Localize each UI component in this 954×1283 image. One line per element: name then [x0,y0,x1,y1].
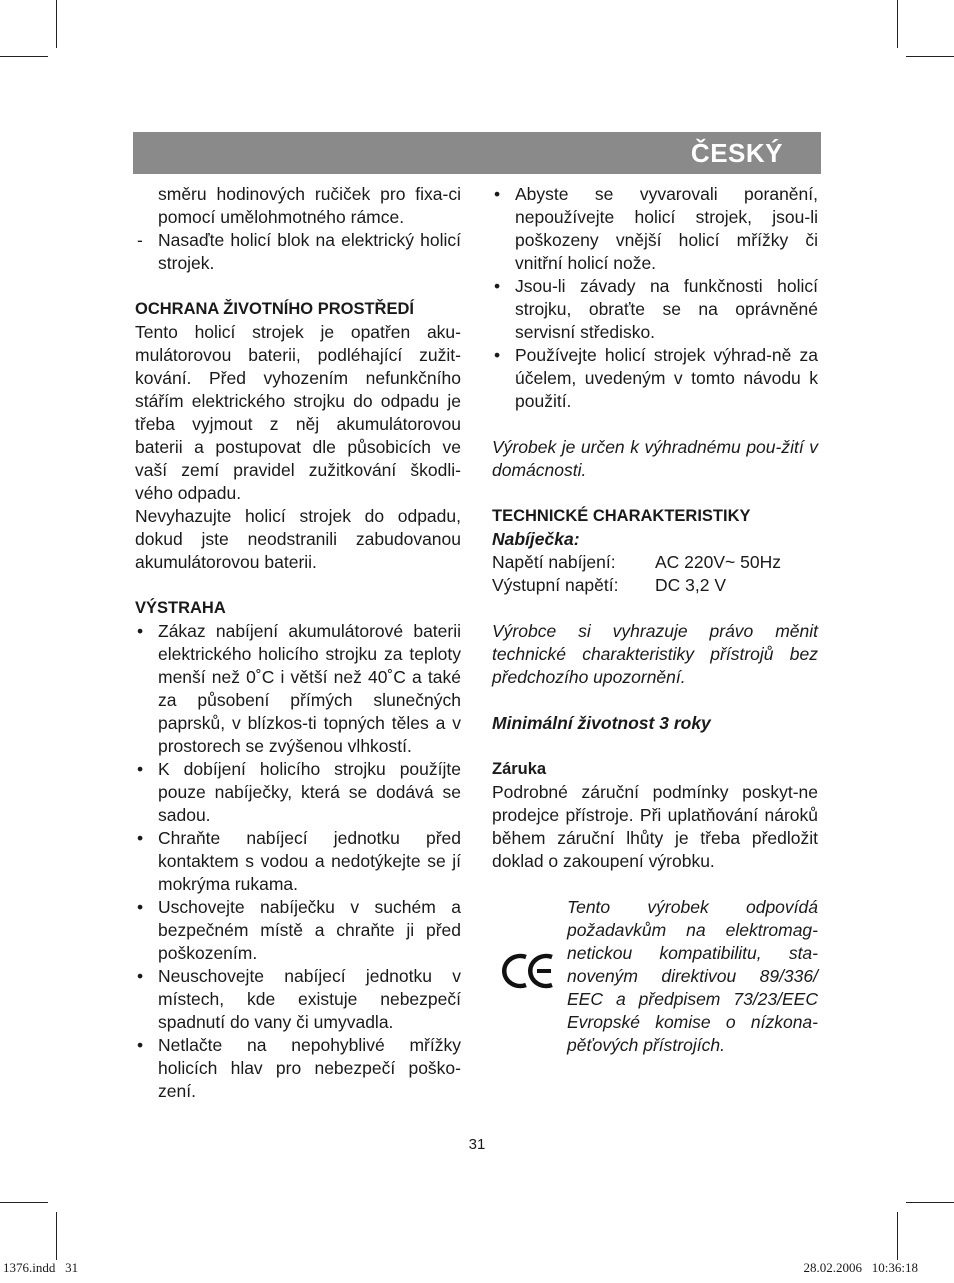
dash-item-text: Nasaďte holicí blok na elektrický holicí strojek. [158,230,461,273]
ce-section [492,896,818,1057]
warning-heading: VÝSTRAHA [135,599,226,617]
bullet-marker: • [137,828,144,848]
environment-heading: OCHRANA ŽIVOTNÍHO PROSTŘEDÍ [135,300,414,318]
environment-paragraph: Nevyhazujte holicí strojek do odpadu, dokud jste neodstranili zabudovanou akumulátorovou baterii. [135,506,461,572]
right-column [492,183,818,1057]
crop-mark [897,0,898,48]
crop-mark [56,1212,57,1260]
dash-item [135,229,461,275]
spec-row [492,574,818,597]
home-use-note: Výrobek je určen k výhradnému pou-žití v domácnosti. [492,437,818,480]
warning-item-text: K dobíjení holicího strojku použíjte pouze nabíječky, která se dodává se sadou. [158,759,461,825]
lifetime-note: Minimální životnost 3 roky [492,713,711,733]
ce-compliance-text: Tento výrobek odpovídá požadavkům na elektromag-netickou kompatibilitu, sta-noveným direktivou 89/336/ EEC a předpisem 73/23/EEC Evropské komise o nízkona-pěťových přístrojích. [567,897,818,1055]
continuation-text: směru hodinových ručiček pro fixa-ci pomocí umělohmotného rámce. [158,184,461,227]
warning-item-text: Chraňte nabíjecí jednotku před kontaktem s vodou a nedotýkejte se jí mokrýma rukama. [158,828,461,894]
spec-value: DC 3,2 V [655,575,726,595]
crop-mark [906,1202,954,1203]
warning-item-text: Uschovejte nabíječku v suchém a bezpečném místě a chraňte ji před poškozením. [158,897,461,963]
warning-item [492,183,818,275]
crop-mark [0,56,48,57]
spec-label: Napětí nabíjení: [492,552,616,572]
language-header-bar [133,132,821,174]
warning-item-text: Abyste se vyvarovali poranění, nepoužívejte holicí strojek, jsou-li poškozeny vnější holicí mřížky či vnitřní holicí nože. [515,184,818,273]
warning-item [135,620,461,758]
crop-mark [0,1202,48,1203]
bullet-marker: • [137,1035,144,1055]
warranty-heading: Záruka [492,760,547,778]
warning-item [492,275,818,344]
bullet-marker: • [494,184,501,204]
warning-item [492,344,818,413]
bullet-marker: • [137,759,144,779]
spec-row [492,551,818,574]
charger-heading: Nabíječka: [492,529,580,549]
ce-logo-icon [502,951,558,991]
bullet-marker: • [137,966,144,986]
crop-mark [906,56,954,57]
left-column [135,183,461,1103]
crop-mark [56,0,57,48]
warning-item-text: Zákaz nabíjení akumulátorové baterii elektrického holicího strojku za teploty menší než 0˚C i větší než 40˚C a také za působení přímých slunečných paprsků, v blízkos-ti topných těles a v prostorech se zvýšenou vlhkostí. [158,621,461,756]
file-slug: 1376.indd 31 [3,1260,79,1275]
tech-heading: TECHNICKÉ CHARAKTERISTIKY [492,507,751,525]
warning-item-text: Jsou-li závady na funkčnosti holicí strojku, obraťte se na oprávněné servisní středisko. [515,276,818,342]
warning-item-text: Netlačte na nepohyblivé mřížky holicích hlav pro nebezpečí poško-zení. [158,1035,461,1101]
warning-item [135,965,461,1034]
warranty-text: Podrobné záruční podmínky poskyt-ne prodejce přístroje. Při uplatňování nároků během záruční lhůty je třeba předložit doklad o zakoupení výrobku. [492,782,818,871]
spec-value: AC 220V~ 50Hz [655,552,781,572]
date-slug: 28.02.2006 10:36:18 [803,1260,918,1275]
environment-paragraph: Tento holicí strojek je opatřen aku-mulátorovou baterii, podléhající zužit-kování. Před vyhozením nefunkčního stářím elektrického strojku do odpadu je třeba vyjmout z něj akumulátorovou baterii a postupovat dle působicích ve vaší zemí pravidel zužitkování škodli-vého odpadu. [135,322,461,503]
crop-mark [897,1212,898,1260]
warning-item [135,1034,461,1103]
spec-label: Výstupní napětí: [492,575,619,595]
page-number: 31 [468,1136,486,1153]
bullet-marker: • [494,345,501,365]
bullet-marker: • [137,621,144,641]
warning-item [135,896,461,965]
warning-item-text: Neuschovejte nabíjecí jednotku v místech, kde existuje nebezpečí spadnutí do vany či umyvadla. [158,966,461,1032]
bullet-marker: • [137,897,144,917]
language-title: ČESKÝ [690,138,783,168]
dash-marker: - [137,230,143,250]
bullet-marker: • [494,276,501,296]
rights-note: Výrobce si vyhrazuje právo měnit technické charakteristiky přístrojů bez předchozího upozornění. [492,621,818,687]
warning-item-text: Používejte holicí strojek výhrad-ně za účelem, uvedeným v tomto návodu k použití. [515,345,818,411]
warning-item [135,758,461,827]
warning-item [135,827,461,896]
